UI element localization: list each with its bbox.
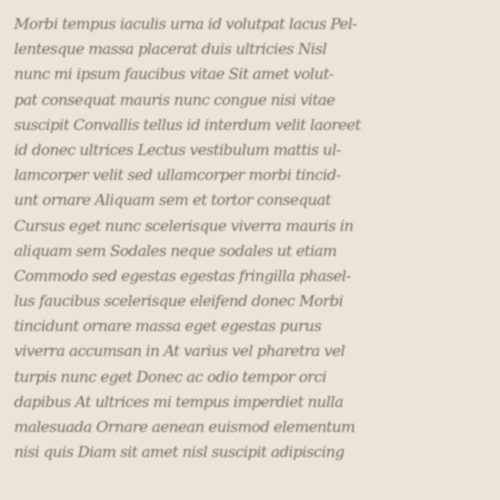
text-line: suscipit Convallis tellus id interdum velit laoreet xyxy=(14,115,361,134)
text-line: pat consequat mauris nunc congue nisi vitae xyxy=(14,90,335,109)
text-line: lamcorper velit sed ullamcorper morbi tincid- xyxy=(14,166,341,185)
text-line: Cursus eget nunc scelerisque viverra mauris in xyxy=(14,216,354,235)
text-line: Morbi tempus iaculis urna id volutpat lacus Pel- xyxy=(14,15,357,33)
text-line: id donec ultrices Lectus vestibulum mattis ul- xyxy=(14,140,341,159)
text-line: nisi quis Diam sit amet nisl suscipit adipiscing xyxy=(14,443,345,462)
handwritten-text-block xyxy=(14,12,490,465)
text-line: turpis nunc eget Donec ac odio tempor orci xyxy=(14,367,327,386)
text-line: tincidunt ornare massa eget egestas purus xyxy=(14,317,322,336)
text-line: unt ornare Aliquam sem et tortor consequat xyxy=(14,191,331,210)
text-line: Commodo sed egestas egestas fringilla phasel- xyxy=(14,266,351,285)
text-line: lus faucibus scelerisque eleifend donec Morbi xyxy=(14,292,343,311)
text-line: dapibus At ultrices mi tempus imperdiet nulla xyxy=(14,392,344,411)
text-line: lentesque massa placerat duis ultricies Nisl xyxy=(14,40,327,59)
text-line: malesuada Ornare aenean euismod elementum xyxy=(14,418,355,436)
text-line: aliquam sem Sodales neque sodales ut etiam xyxy=(14,241,337,260)
text-line: nunc mi ipsum faucibus vitae Sit amet volut- xyxy=(14,65,334,84)
text-line: viverra accumsan in At varius vel pharetra vel xyxy=(14,342,345,361)
